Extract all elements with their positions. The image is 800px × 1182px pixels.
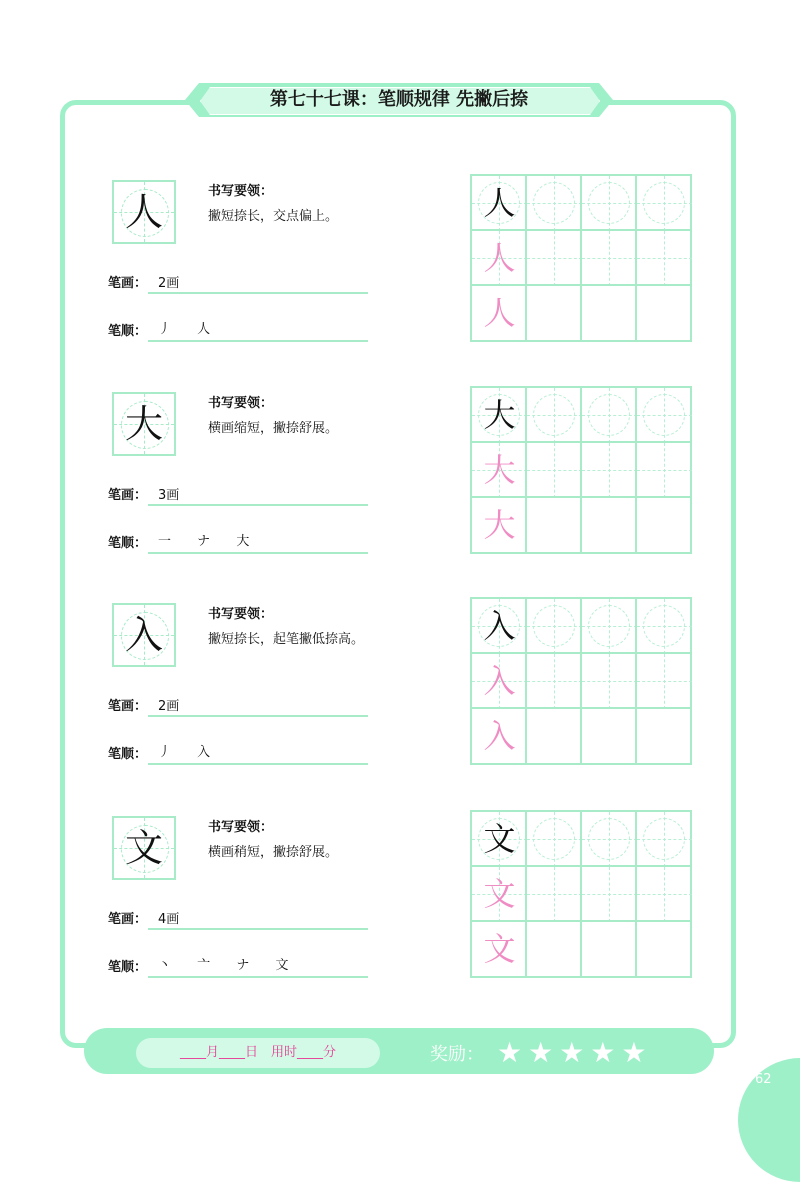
stroke-count-value: 2画 — [158, 276, 180, 291]
stroke-order-label: 笔顺： — [108, 536, 148, 551]
trace-char: 入 — [483, 717, 516, 755]
stroke-count-label: 笔画： — [108, 699, 148, 714]
stroke-order-row — [108, 743, 368, 765]
trace-char: 大 — [483, 451, 516, 489]
stroke-order-row — [108, 956, 368, 978]
tip-label: 书写要领： — [208, 820, 274, 835]
stroke-order-label: 笔顺： — [108, 324, 148, 339]
reward-label: 奖励： — [430, 1044, 484, 1065]
stroke-step: 丿 — [158, 745, 172, 760]
stroke-count-row — [108, 484, 368, 506]
sample-char: 人 — [124, 190, 163, 234]
date-time-fill-in: ____月____日 用时____分 — [179, 1045, 336, 1060]
lesson-block — [0, 392, 800, 572]
sample-char: 入 — [124, 613, 163, 657]
trace-char: 文 — [483, 820, 516, 858]
lesson-title: 第七十七课：笔顺规律 先撇后捺 — [269, 89, 529, 110]
sample-char-box — [112, 392, 176, 456]
tip-label: 书写要领： — [208, 607, 274, 622]
trace-char: 大 — [483, 506, 516, 544]
stroke-step: 文 — [275, 958, 289, 973]
stroke-step: 丿 — [158, 322, 172, 337]
stroke-order-row — [108, 532, 368, 554]
stroke-step: 大 — [236, 534, 250, 549]
stroke-count-label: 笔画： — [108, 276, 148, 291]
tip-text: 撇短捺长，交点偏上。 — [208, 209, 339, 224]
stroke-count-value: 2画 — [158, 699, 180, 714]
stroke-step: 亠 — [197, 958, 211, 973]
stroke-count-value: 3画 — [158, 488, 180, 503]
trace-char: 文 — [483, 875, 516, 913]
tip-label: 书写要领： — [208, 396, 274, 411]
practice-grid — [470, 386, 692, 554]
stroke-count-row — [108, 272, 368, 294]
tip-text: 横画缩短，撇捺舒展。 — [208, 421, 339, 436]
stroke-order-row — [108, 320, 368, 342]
sample-char: 文 — [124, 826, 163, 870]
stroke-step: 人 — [197, 322, 211, 337]
stroke-count-row — [108, 908, 368, 930]
page-number: 62 — [755, 1072, 772, 1087]
lesson-block — [0, 816, 800, 996]
reward-stars-icon: ★★★★★ — [497, 1036, 653, 1069]
trace-char: 入 — [483, 662, 516, 700]
stroke-order-label: 笔顺： — [108, 747, 148, 762]
trace-char: 入 — [483, 607, 516, 645]
sample-char: 大 — [124, 402, 163, 446]
sample-char-box — [112, 180, 176, 244]
trace-char: 大 — [483, 396, 516, 434]
trace-char: 人 — [483, 239, 516, 277]
lesson-block — [0, 180, 800, 360]
stroke-step: ナ — [236, 958, 250, 973]
practice-grid — [470, 810, 692, 978]
stroke-count-label: 笔画： — [108, 912, 148, 927]
tip-text: 撇短捺长，起笔撇低捺高。 — [208, 632, 365, 647]
practice-grid — [470, 597, 692, 765]
stroke-count-value: 4画 — [158, 912, 180, 927]
tip-label: 书写要领： — [208, 184, 274, 199]
sample-char-box — [112, 603, 176, 667]
lesson-block — [0, 603, 800, 783]
stroke-step: 入 — [197, 745, 211, 760]
sample-char-box — [112, 816, 176, 880]
stroke-step: ナ — [197, 534, 211, 549]
tip-text: 横画稍短，撇捺舒展。 — [208, 845, 339, 860]
trace-char: 人 — [483, 294, 516, 332]
stroke-count-label: 笔画： — [108, 488, 148, 503]
stroke-count-row — [108, 695, 368, 717]
trace-char: 人 — [483, 184, 516, 222]
stroke-step: 丶 — [158, 958, 172, 973]
trace-char: 文 — [483, 930, 516, 968]
stroke-order-label: 笔顺： — [108, 960, 148, 975]
stroke-step: 一 — [158, 534, 172, 549]
practice-grid — [470, 174, 692, 342]
